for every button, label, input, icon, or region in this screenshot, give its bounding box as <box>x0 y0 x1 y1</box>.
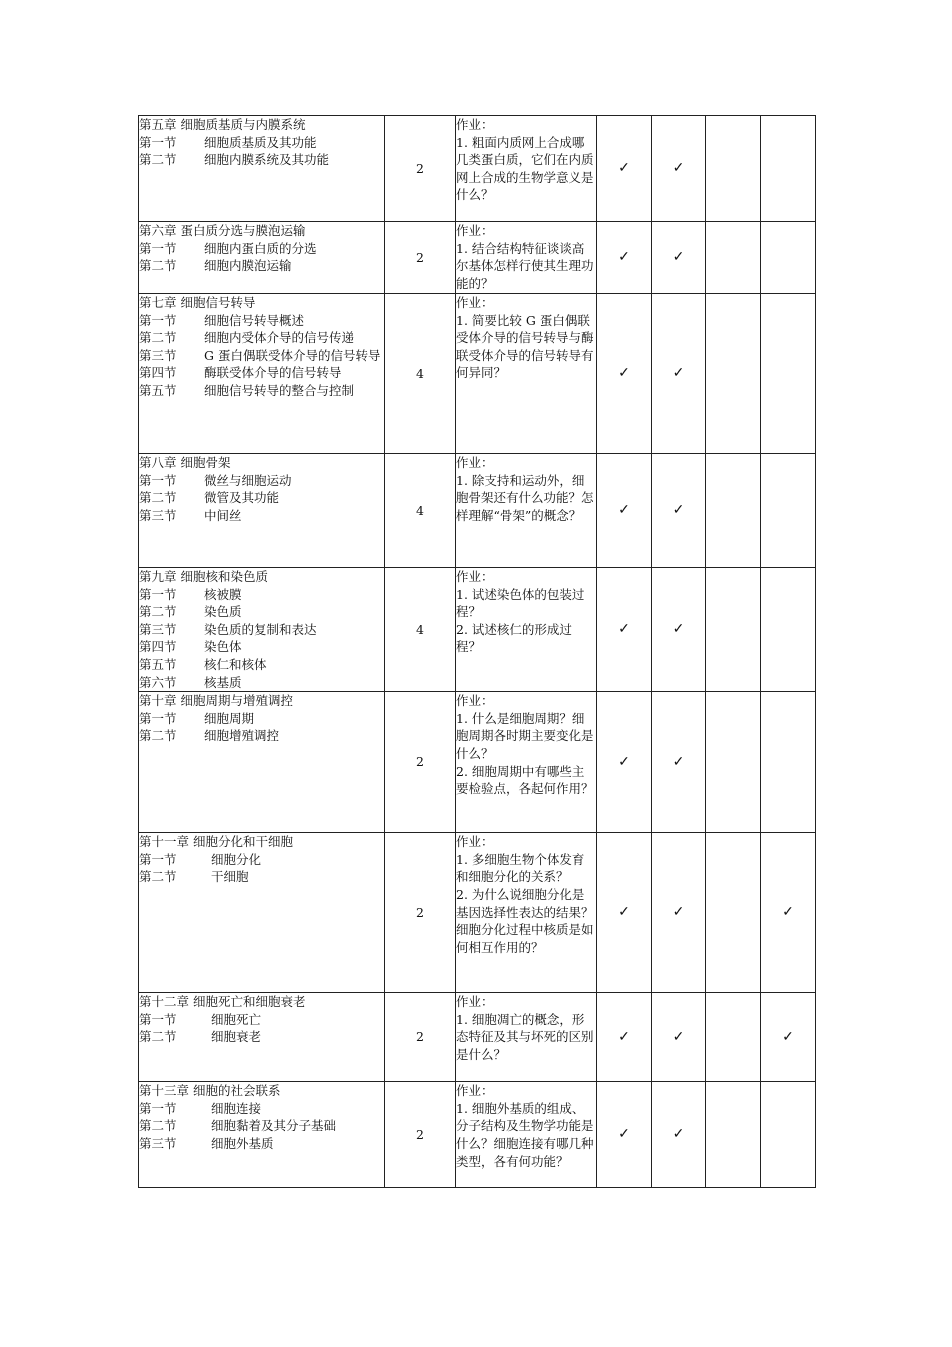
checkmark-icon: ✓ <box>618 365 630 382</box>
homework-cell <box>456 993 597 1082</box>
chapter-title: 第十章 细胞周期与增殖调控 <box>139 693 293 709</box>
section-title: 细胞质基质及其功能 <box>204 134 317 150</box>
table-row <box>139 568 816 692</box>
section-title: 酶联受体介导的信号转导 <box>204 365 342 381</box>
section-line <box>139 489 384 507</box>
chapter-title: 第十二章 细胞死亡和细胞衰老 <box>139 994 306 1010</box>
homework-item: 1. 简要比较 G 蛋白偶联受体介导的信号转导与酶联受体介导的信号转导有何异同？ <box>456 312 594 381</box>
checkmark-icon: ✓ <box>618 621 630 638</box>
homework-item: 1. 什么是细胞周期？细胞周期各时期主要变化是什么？ <box>456 710 594 761</box>
mark-cell <box>597 294 652 454</box>
section-title: 细胞黏着及其分子基础 <box>211 1118 337 1134</box>
section-title: 核被膜 <box>204 586 242 602</box>
chapter-title: 第十一章 细胞分化和干细胞 <box>139 834 293 850</box>
section-line <box>139 1117 384 1135</box>
homework-cell <box>456 568 597 692</box>
chapter-cell <box>139 568 385 692</box>
section-title: G 蛋白偶联受体介导的信号转导 <box>204 347 381 363</box>
checkmark-icon: ✓ <box>672 249 685 266</box>
section-line <box>139 507 384 525</box>
mark-cell <box>706 692 761 833</box>
section-number: 第一节 <box>139 134 177 150</box>
section-number: 第三节 <box>139 507 177 523</box>
section-line <box>139 312 384 330</box>
mark-cell <box>597 993 652 1082</box>
section-number: 第一节 <box>139 710 177 726</box>
homework-item: 1. 多细胞生物个体发育和细胞分化的关系？ <box>456 851 585 885</box>
section-title: 染色质的复制和表达 <box>204 621 317 637</box>
mark-cell <box>706 454 761 568</box>
section-number: 第六节 <box>139 674 177 690</box>
mark-cell <box>761 1082 816 1188</box>
chapter-title: 第十三章 细胞的社会联系 <box>139 1083 281 1099</box>
section-title: 细胞外基质 <box>211 1135 274 1151</box>
section-number: 第五节 <box>139 382 177 398</box>
homework-item: 1. 结合结构特征谈谈高尔基体怎样行使其生理功能的？ <box>456 240 594 291</box>
section-number: 第四节 <box>139 639 177 655</box>
section-number: 第二节 <box>139 490 177 506</box>
mark-cell <box>761 454 816 568</box>
section-title: 细胞信号转导的整合与控制 <box>204 382 355 398</box>
table-row <box>139 116 816 222</box>
section-number: 第一节 <box>139 586 177 602</box>
hours-cell: 4 <box>385 454 456 568</box>
section-title: 细胞信号转导概述 <box>204 312 305 328</box>
section-title: 干细胞 <box>211 869 249 885</box>
mark-cell <box>706 116 761 222</box>
mark-cell <box>597 222 652 294</box>
chapter-title: 第六章 蛋白质分选与膜泡运输 <box>139 223 306 238</box>
mark-cell <box>652 568 706 692</box>
mark-cell <box>761 568 816 692</box>
chapter-title: 第七章 细胞信号转导 <box>139 295 256 310</box>
homework-label: 作业： <box>456 1083 494 1099</box>
section-line <box>139 1100 384 1118</box>
table-row <box>139 222 816 294</box>
mark-cell <box>761 222 816 294</box>
mark-cell <box>597 1082 652 1188</box>
homework-cell <box>456 454 597 568</box>
hours-cell: 2 <box>385 993 456 1082</box>
section-line <box>139 1135 384 1153</box>
mark-cell <box>761 294 816 454</box>
mark-cell <box>652 833 706 993</box>
hours-cell: 2 <box>385 222 456 294</box>
mark-cell <box>597 692 652 833</box>
section-number: 第一节 <box>139 1100 177 1116</box>
section-line <box>139 603 384 621</box>
mark-cell <box>706 1082 761 1188</box>
chapter-cell <box>139 116 385 222</box>
checkmark-icon: ✓ <box>618 904 630 921</box>
checkmark-icon: ✓ <box>782 904 794 921</box>
hours-cell: 2 <box>385 692 456 833</box>
homework-cell <box>456 222 597 294</box>
section-title: 细胞衰老 <box>211 1029 262 1045</box>
checkmark-icon: ✓ <box>618 1126 630 1143</box>
homework-label: 作业： <box>456 693 494 709</box>
homework-item: 1. 除支持和运动外，细胞骨架还有什么功能？怎样理解“骨架”的概念？ <box>456 472 594 523</box>
hours-cell: 2 <box>385 833 456 993</box>
homework-cell <box>456 294 597 454</box>
checkmark-icon: ✓ <box>618 160 630 177</box>
section-line <box>139 347 384 365</box>
chapter-cell <box>139 833 385 993</box>
section-line <box>139 364 384 382</box>
section-title: 核仁和核体 <box>204 656 267 672</box>
table-row <box>139 692 816 833</box>
homework-cell <box>456 116 597 222</box>
chapter-title: 第五章 细胞质基质与内膜系统 <box>139 117 306 132</box>
section-number: 第一节 <box>139 851 177 867</box>
homework-item: 1. 试述染色体的包装过程？ <box>456 586 585 620</box>
mark-cell <box>597 116 652 222</box>
section-line <box>139 586 384 604</box>
mark-cell <box>652 222 706 294</box>
section-number: 第二节 <box>139 258 177 274</box>
section-title: 细胞死亡 <box>211 1011 262 1027</box>
chapter-cell <box>139 294 385 454</box>
section-title: 细胞内受体介导的信号传递 <box>204 330 355 346</box>
homework-cell <box>456 1082 597 1188</box>
mark-cell <box>706 833 761 993</box>
section-title: 细胞内蛋白质的分选 <box>204 240 317 256</box>
mark-cell <box>706 568 761 692</box>
homework-label: 作业： <box>456 994 494 1010</box>
homework-cell <box>456 833 597 993</box>
hours-cell: 2 <box>385 1082 456 1188</box>
section-line <box>139 851 384 869</box>
section-line <box>139 638 384 656</box>
chapter-cell <box>139 1082 385 1188</box>
mark-cell <box>761 692 816 833</box>
checkmark-icon: ✓ <box>782 1028 794 1045</box>
table-row <box>139 1082 816 1188</box>
section-number: 第二节 <box>139 1118 177 1134</box>
hours-cell: 4 <box>385 294 456 454</box>
checkmark-icon: ✓ <box>672 502 685 519</box>
table-row <box>139 294 816 454</box>
checkmark-icon: ✓ <box>672 621 685 638</box>
mark-cell <box>597 568 652 692</box>
section-title: 微管及其功能 <box>204 490 280 506</box>
homework-label: 作业： <box>456 117 494 132</box>
table-row <box>139 993 816 1082</box>
section-line <box>139 1028 384 1046</box>
homework-item: 1. 细胞外基质的组成、分子结构及生物学功能是什么？细胞连接有哪几种类型，各有何功能？ <box>456 1100 594 1169</box>
section-number: 第二节 <box>139 330 177 346</box>
section-number: 第一节 <box>139 1011 177 1027</box>
mark-cell <box>706 294 761 454</box>
homework-item: 1. 粗面内质网上合成哪几类蛋白质，它们在内质网上合成的生物学意义是什么？ <box>456 134 594 203</box>
mark-cell <box>706 993 761 1082</box>
checkmark-icon: ✓ <box>672 1126 685 1143</box>
section-line <box>139 868 384 886</box>
mark-cell <box>761 116 816 222</box>
chapter-cell <box>139 454 385 568</box>
section-line <box>139 621 384 639</box>
section-number: 第二节 <box>139 728 177 744</box>
section-number: 第二节 <box>139 152 177 168</box>
section-number: 第二节 <box>139 869 177 885</box>
section-line <box>139 710 384 728</box>
section-line <box>139 240 384 258</box>
checkmark-icon: ✓ <box>672 753 685 770</box>
section-number: 第一节 <box>139 312 177 328</box>
homework-label: 作业： <box>456 223 494 238</box>
section-title: 细胞连接 <box>211 1100 262 1116</box>
mark-cell <box>652 116 706 222</box>
homework-item: 2. 试述核仁的形成过程？ <box>456 621 572 655</box>
section-title: 细胞分化 <box>211 851 262 867</box>
homework-item: 2. 细胞周期中有哪些主要检验点，各起何作用？ <box>456 763 594 797</box>
chapter-cell <box>139 993 385 1082</box>
section-number: 第二节 <box>139 604 177 620</box>
section-number: 第三节 <box>139 621 177 637</box>
chapter-title: 第九章 细胞核和染色质 <box>139 569 268 584</box>
homework-label: 作业： <box>456 834 494 850</box>
syllabus-table <box>138 115 816 1188</box>
section-number: 第一节 <box>139 240 177 256</box>
checkmark-icon: ✓ <box>618 753 630 770</box>
hours-cell: 4 <box>385 568 456 692</box>
section-line <box>139 674 384 692</box>
section-title: 染色体 <box>204 639 242 655</box>
mark-cell <box>652 294 706 454</box>
section-line <box>139 656 384 674</box>
homework-cell <box>456 692 597 833</box>
homework-item: 2. 为什么说细胞分化是基因选择性表达的结果？细胞分化过程中核质是如何相互作用的？ <box>456 886 594 955</box>
section-title: 中间丝 <box>204 507 242 523</box>
mark-cell <box>761 993 816 1082</box>
mark-cell <box>652 1082 706 1188</box>
mark-cell <box>652 692 706 833</box>
section-number: 第三节 <box>139 347 177 363</box>
section-title: 细胞内膜系统及其功能 <box>204 152 330 168</box>
checkmark-icon: ✓ <box>672 365 685 382</box>
section-line <box>139 472 384 490</box>
section-line <box>139 727 384 745</box>
section-number: 第三节 <box>139 1135 177 1151</box>
mark-cell <box>652 993 706 1082</box>
section-line <box>139 151 384 169</box>
checkmark-icon: ✓ <box>618 1028 630 1045</box>
section-number: 第四节 <box>139 365 177 381</box>
table-row <box>139 454 816 568</box>
checkmark-icon: ✓ <box>618 249 630 266</box>
section-line <box>139 257 384 275</box>
hours-cell: 2 <box>385 116 456 222</box>
homework-label: 作业： <box>456 295 494 310</box>
homework-label: 作业： <box>456 569 494 584</box>
checkmark-icon: ✓ <box>672 904 685 921</box>
checkmark-icon: ✓ <box>672 1028 685 1045</box>
mark-cell <box>597 833 652 993</box>
section-number: 第一节 <box>139 472 177 488</box>
mark-cell <box>597 454 652 568</box>
section-title: 细胞增殖调控 <box>204 728 280 744</box>
checkmark-icon: ✓ <box>618 502 630 519</box>
section-number: 第二节 <box>139 1029 177 1045</box>
checkmark-icon: ✓ <box>672 160 685 177</box>
section-line <box>139 134 384 152</box>
chapter-title: 第八章 细胞骨架 <box>139 455 231 470</box>
section-line <box>139 1011 384 1029</box>
homework-label: 作业： <box>456 455 494 470</box>
mark-cell <box>706 222 761 294</box>
section-line <box>139 382 384 400</box>
section-line <box>139 329 384 347</box>
chapter-cell <box>139 222 385 294</box>
section-title: 微丝与细胞运动 <box>204 472 292 488</box>
section-title: 染色质 <box>204 604 242 620</box>
homework-item: 1. 细胞凋亡的概念，形态特征及其与坏死的区别是什么？ <box>456 1011 594 1062</box>
table-row <box>139 833 816 993</box>
mark-cell <box>761 833 816 993</box>
section-title: 细胞内膜泡运输 <box>204 258 292 274</box>
section-title: 细胞周期 <box>204 710 255 726</box>
mark-cell <box>652 454 706 568</box>
section-title: 核基质 <box>204 674 242 690</box>
section-number: 第五节 <box>139 656 177 672</box>
chapter-cell <box>139 692 385 833</box>
